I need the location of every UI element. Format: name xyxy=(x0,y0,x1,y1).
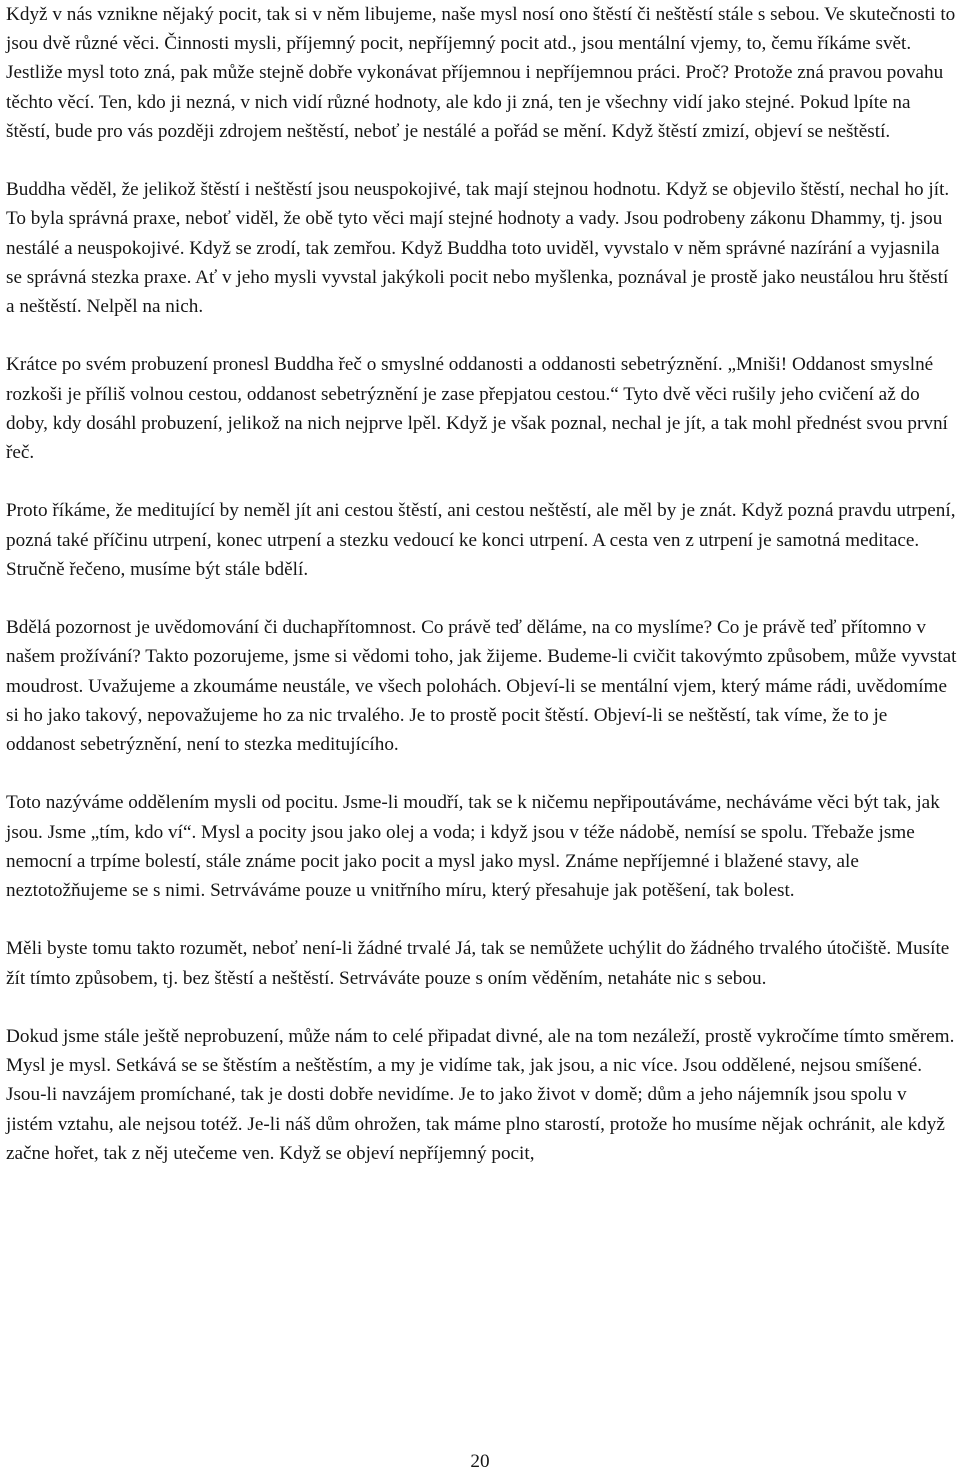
paragraph-8: Dokud jsme stále ještě neprobuzení, může nám to celé připadat divné, ale na tom nezáleží, prostě vykročíme tímto směrem. Mysl je mysl. Setkává se se štěstím a neštěstím, a my je vidíme tak, jak jsou, a nic více. Jsou oddělené, nejsou smíšené. Jsou-li navzájem promíchané, tak je dosti dobře nevidíme. Je to jako život v domě; dům a jeho nájemník jsou spolu v jistém vztahu, ale nejsou totéž. Je-li náš dům ohrožen, tak máme plno starostí, protože ho musíme nějak ochránit, ale když začne hořet, tak z něj utečeme ven. Když se objeví nepříjemný pocit, xyxy=(6,1026,955,1164)
paragraph-6: Toto nazýváme oddělením mysli od pocitu. Jsme-li moudří, tak se k ničemu nepřipoutáváme, necháváme věci být tak, jak jsou. Jsme „tím, kdo ví“. Mysl a pocity jsou jako olej a voda; i když jsou v téže nádobě, nemísí se spolu. Třebaže jsme nemocní a trpíme bolestí, stále známe pocit jako pocit a mysl jako mysl. Známe nepříjemné i blažené stavy, ale neztotožňujeme se s nimi. Setrváváme pouze u vnitřního míru, který přesahuje jak potěšení, tak bolest. xyxy=(6,792,940,902)
paragraph-3: Krátce po svém probuzení pronesl Buddha řeč o smyslné oddanosti a oddanosti sebetrýznění. „Mniši! Oddanost smyslné rozkoši je příliš volnou cestou, oddanost sebetrýznění je zase přepjatou cestou.“ Tyto dvě věci rušily jeho cvičení až do doby, kdy dosáhl probuzení, jelikož na nich nejprve lpěl. Když je však poznal, nechal je jít, a tak mohl přednést svou první řeč. xyxy=(6,354,948,464)
paragraph-7: Měli byste tomu takto rozumět, neboť není-li žádné trvalé Já, tak se nemůžete uchýlit do žádného trvalého útočiště. Musíte žít tímto způsobem, tj. bez štěstí a neštěstí. Setrváváte pouze s oním věděním, netaháte nic s sebou. xyxy=(6,938,950,989)
paragraph-4: Proto říkáme, že meditující by neměl jít ani cestou štěstí, ani cestou neštěstí, ale měl by je znát. Když pozná pravdu utrpení, pozná také příčinu utrpení, konec utrpení a stezku vedoucí ke konci utrpení. A cesta ven z utrpení je samotná meditace. Stručně řečeno, musíme být stále bdělí. xyxy=(6,500,956,580)
paragraph-2: Buddha věděl, že jelikož štěstí i neštěstí jsou neuspokojivé, tak mají stejnou hodnotu. Když se objevilo štěstí, nechal ho jít. To byla správná praxe, neboť viděl, že obě tyto věci mají stejné hodnoty a vady. Jsou podrobeny zákonu Dhammy, tj. jsou nestálé a neuspokojivé. Když se zrodí, tak zemřou. Když Buddha toto uviděl, vyvstalo v něm správné nazírání a vyjasnila se správná stezka praxe. Ať v jeho mysli vyvstal jakýkoli pocit nebo myšlenka, poznával je prostě jako neustálou hru štěstí a neštěstí. Nelpěl na nich. xyxy=(6,179,950,318)
paragraph-5: Bdělá pozornost je uvědomování či duchapřítomnost. Co právě teď děláme, na co myslíme? Co je právě teď přítomno v našem prožívání? Takto pozorujeme, jsme si vědomi toho, jak žijeme. Budeme-li cvičit takovýmto způsobem, může vyvstat moudrost. Uvažujeme a zkoumáme neustále, ve všech polohách. Objeví-li se mentální vjem, který máme rádi, uvědomíme si ho jako takový, nepovažujeme ho za nic trvalého. Je to prostě pocit štěstí. Objeví-li se neštěstí, tak víme, že to je oddanost sebetrýznění, není to stezka meditujícího. xyxy=(6,617,957,756)
page-number: 20 xyxy=(470,1451,490,1472)
body-text xyxy=(6,0,958,1197)
paragraph-1: Když v nás vznikne nějaký pocit, tak si v něm libujeme, naše mysl nosí ono štěstí či neštěstí stále s sebou. Ve skutečnosti to jsou dvě různé věci. Činnosti mysli, příjemný pocit, nepříjemný pocit atd., jsou mentální vjemy, to, čemu říkáme svět. Jestliže mysl toto zná, pak může stejně dobře vykonávat příjemnou i nepříjemnou práci. Proč? Protože zná pravou povahu těchto věcí. Ten, kdo ji nezná, v nich vidí různé hodnoty, ale kdo ji zná, ten je všechny vidí jako stejné. Pokud lpíte na štěstí, bude pro vás později zdrojem neštěstí, neboť je nestálé a pořád se mění. Když štěstí zmizí, objeví se neštěstí. xyxy=(6,4,956,142)
